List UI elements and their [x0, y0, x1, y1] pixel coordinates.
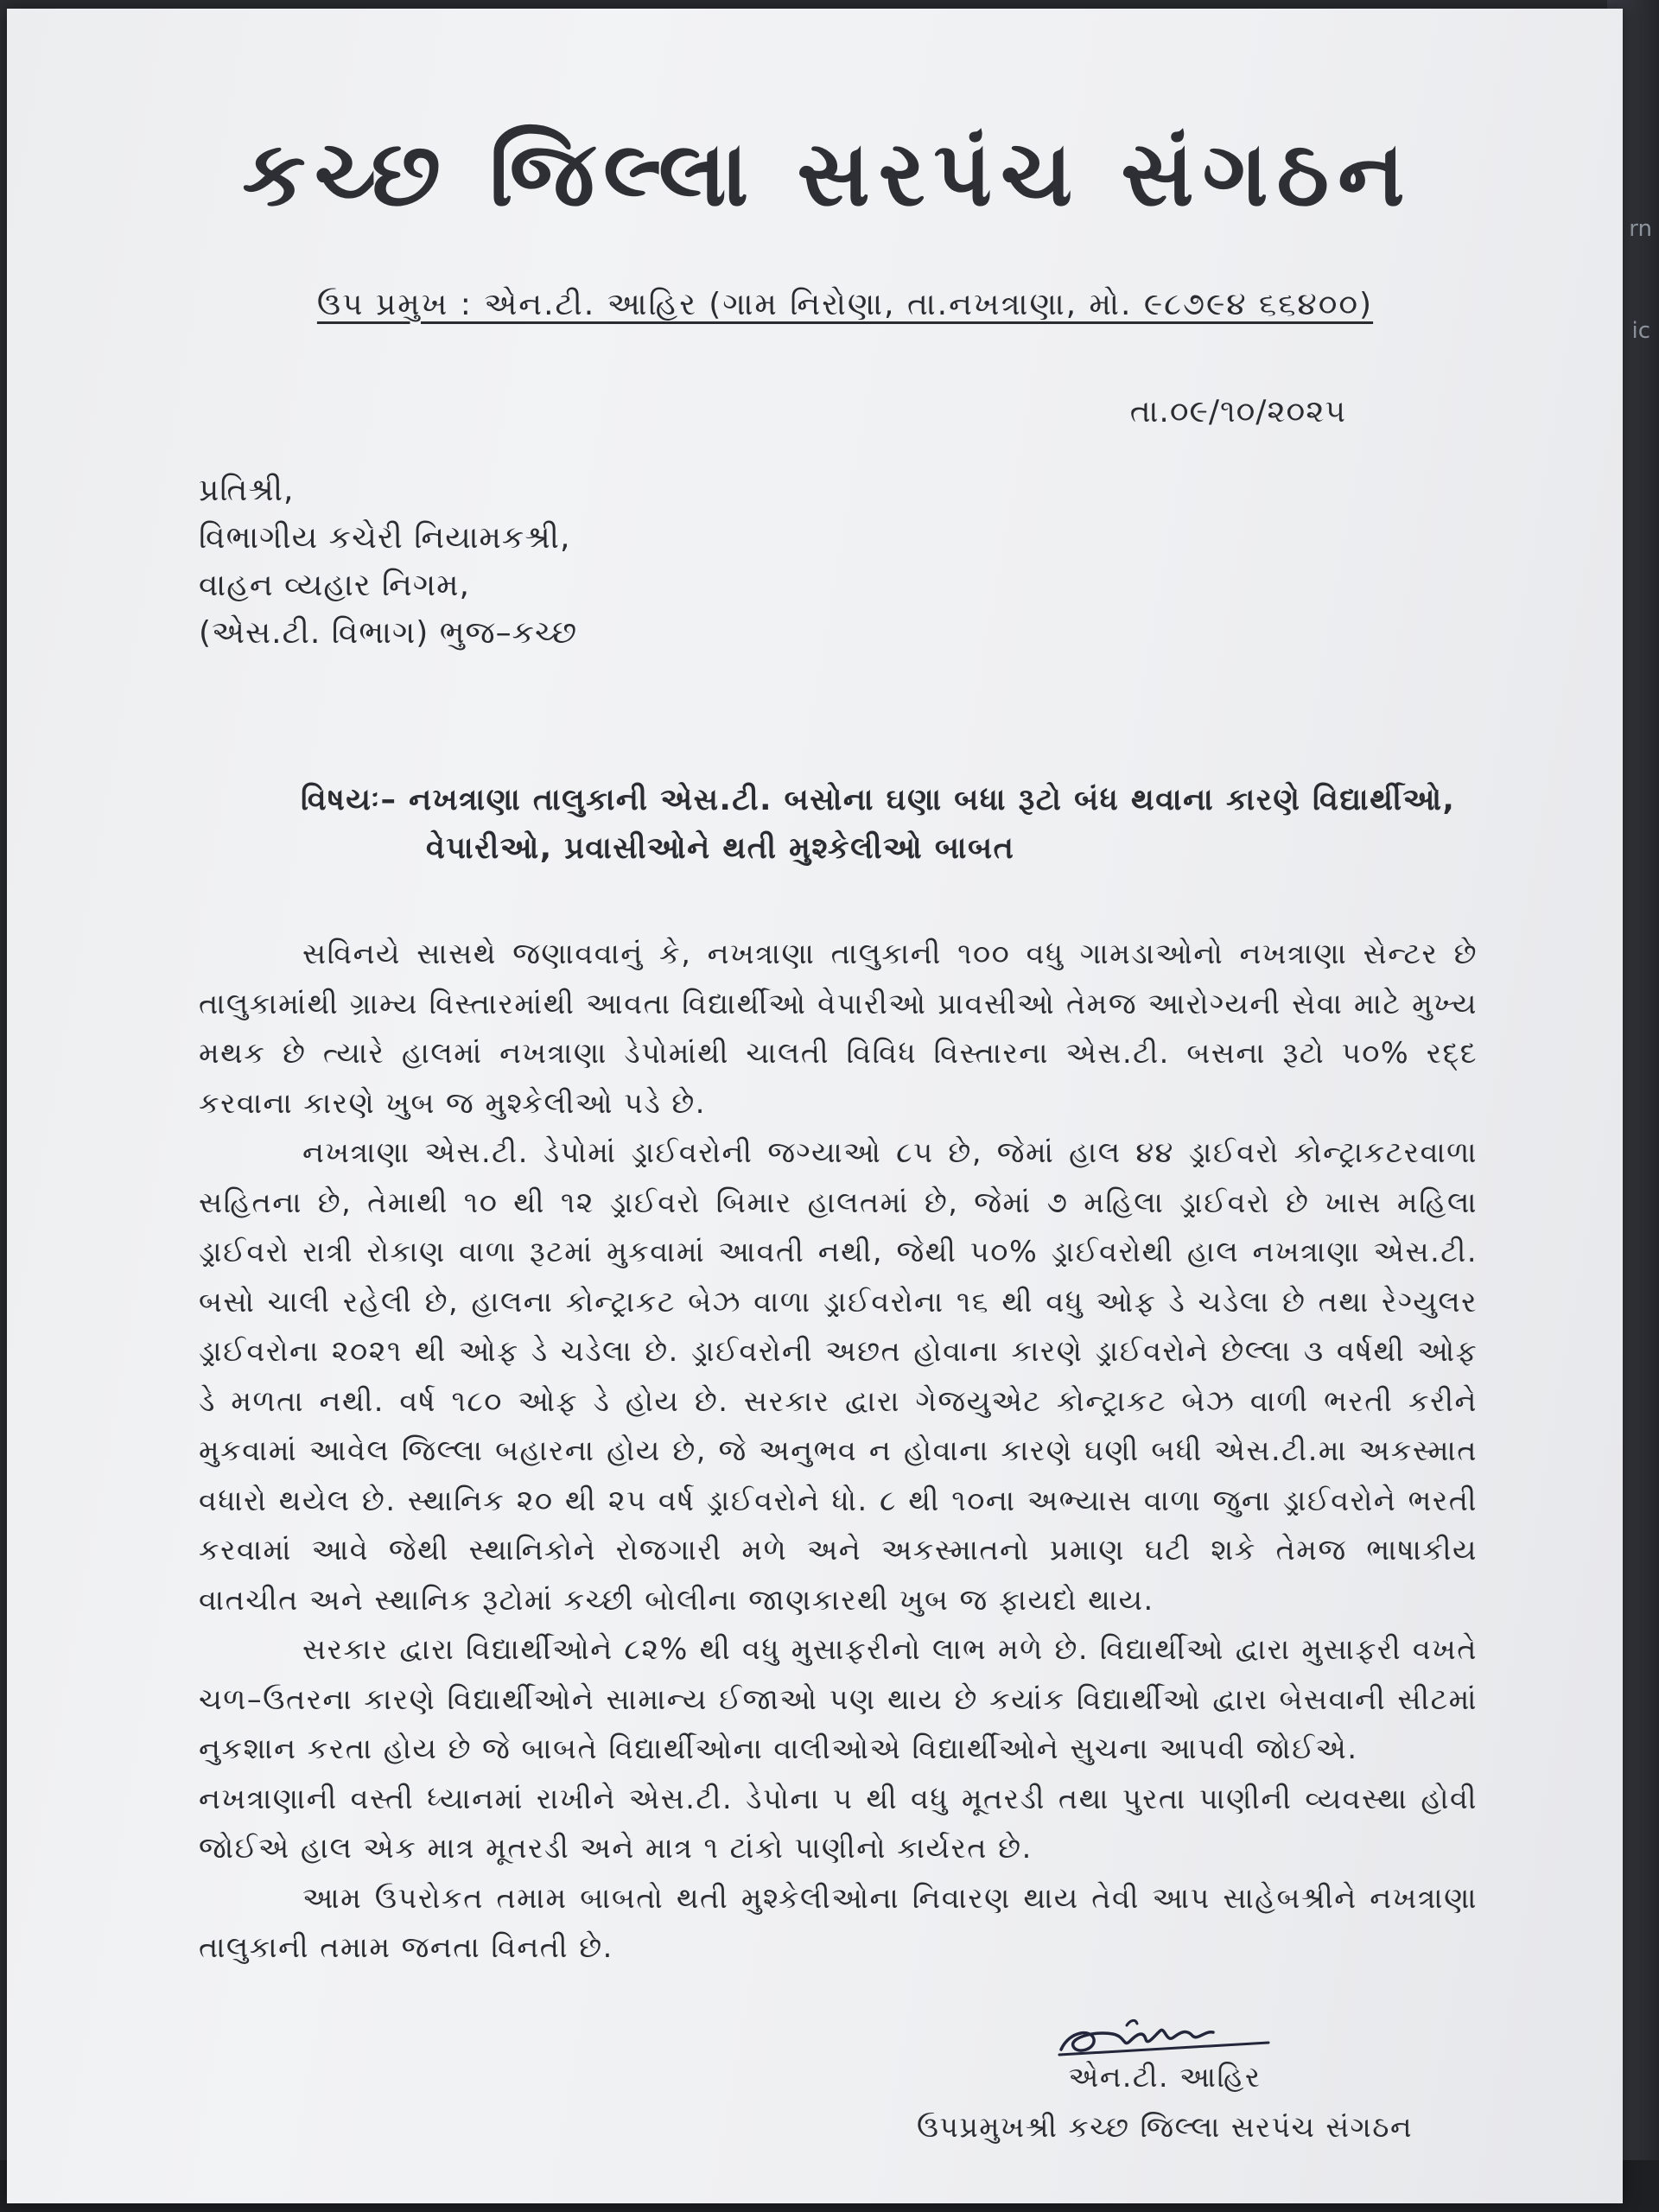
background-text-1: rn	[1629, 216, 1652, 242]
letter-body	[199, 929, 1478, 1973]
body-paragraph: નખત્રાણા એસ.ટી. ડેપોમાં ડ્રાઈવરોની જગ્યાઓ ૮૫ છે, જેમાં હાલ ૪૪ ડ્રાઈવરો કોન્ટ્રાકટરવાળા સહિતના છે, તેમાથી ૧૦ થી ૧૨ ડ્રાઈવરો બિમાર હાલતમાં છે, જેમાં ૭ મહિલા ડ્રાઈવરો છે ખાસ મહિલા ડ્રાઈવરો રાત્રી રોકાણ વાળા રૂટમાં મુકવામાં આવતી નથી, જેથી ૫૦% ડ્રાઈવરોથી હાલ નખત્રાણા એસ.ટી. બસો ચાલી રહેલી છે, હાલના કોન્ટ્રાકટ બેઝ વાળા ડ્રાઈવરોના ૧૬ થી વધુ ઓફ ડે ચડેલા છે તથા રેગ્યુલર ડ્રાઈવરોના ૨૦૨૧ થી ઓફ ડે ચડેલા છે. ડ્રાઈવરોની અછત હોવાના કારણે ડ્રાઈવરોને છેલ્લા ૩ વર્ષથી ઓફ ડે મળતા નથી. વર્ષ ૧૮૦ ઓફ ડે હોય છે. સરકાર દ્વારા ગેજયુએટ કોન્ટ્રાકટ બેઝ વાળી ભરતી કરીને મુકવામાં આવેલ જિલ્લા બહારના હોય છે, જે અનુભવ ન હોવાના કારણે ઘણી બધી એસ.ટી.મા અકસ્માત વધારો થયેલ છે. સ્થાનિક ૨૦ થી ૨૫ વર્ષ ડ્રાઈવરોને ધો. ૮ થી ૧૦ના અભ્યાસ વાળા જુના ડ્રાઈવરોને ભરતી કરવામાં આવે જેથી સ્થાનિકોને રોજગારી મળે અને અકસ્માતનો પ્રમાણ ઘટી શકે તેમજ ભાષાકીય વાતચીત અને સ્થાનિક રૂટોમાં કચ્છી બોલીના જાણકારથી ખુબ જ ફાયદો થાય.	[199, 1135, 1478, 1617]
body-paragraph: સવિનયે સાસથે જણાવવાનું કે, નખત્રાણા તાલુકાની ૧૦૦ વધુ ગામડાઓનો નખત્રાણા સેન્ટર છે તાલુકામાંથી ગ્રામ્ય વિસ્તારમાંથી આવતા વિદ્યાર્થીઓ વેપારીઓ પ્રાવસીઓ તેમજ આરોગ્યની સેવા માટે મુખ્ય મથક છે ત્યારે હાલમાં નખત્રાણા ડેપોમાંથી ચાલતી વિવિધ વિસ્તારના એસ.ટી. બસના રૂટો ૫૦% રદ્દ કરવાના કારણે ખુબ જ મુશ્કેલીઓ પડે છે.	[199, 937, 1478, 1120]
letter-date: તા.૦૯/૧૦/૨૦૨૫	[1129, 394, 1346, 429]
subject-line-2: વેપારીઓ, પ્રવાસીઓને થતી મુશ્કેલીઓ બાબત	[426, 831, 1015, 866]
signature-block	[897, 2005, 1433, 2145]
addressee-line: (એસ.ટી. વિભાગ) ભુજ–કચ્છ	[199, 615, 578, 651]
body-paragraph: સરકાર દ્વારા વિદ્યાર્થીઓને ૮૨% થી વધુ મુસાફરીનો લાભ મળે છે. વિદ્યાર્થીઓ દ્વારા મુસાફરી વખતે ચળ–ઉતરના કારણે વિદ્યાર્થીઓને સામાન્ય ઈજાઓ પણ થાય છે કયાંક વિદ્યાર્થીઓ દ્વારા બેસવાની સીટમાં નુકશાન કરતા હોય છે જે બાબતે વિદ્યાર્થીઓના વાલીઓએ વિદ્યાર્થીઓને સુચના આપવી જોઈએ.	[199, 1632, 1478, 1765]
background-text-2: ic	[1631, 318, 1650, 344]
handwritten-signature	[1044, 2005, 1286, 2065]
addressee-block	[199, 467, 577, 657]
signatory-name: એન.ટી. આહિર	[1068, 2060, 1262, 2094]
letter-page	[7, 9, 1623, 2203]
subject-block	[301, 776, 1510, 873]
organization-heading: કચ્છ જિલ્લા સરપંચ સંગઠન	[242, 121, 1414, 226]
body-paragraph: નખત્રાણાની વસ્તી ધ્યાનમાં રાખીને એસ.ટી. ડેપોના ૫ થી વધુ મૂતરડી તથા પુરતા પાણીની વ્યવસ્થા હોવી જોઈએ હાલ એક માત્ર મૂતરડી અને માત્ર ૧ ટાંકો પાણીનો કાર્યરત છે.	[199, 1781, 1478, 1865]
addressee-line: વાહન વ્યહાર નિગમ,	[199, 568, 470, 603]
body-paragraph: આમ ઉપરોકત તમામ બાબતો થતી મુશ્કેલીઓના નિવારણ થાય તેવી આપ સાહેબશ્રીને નખત્રાણા તાલુકાની તમામ જનતા વિનતી છે.	[199, 1880, 1478, 1964]
addressee-line: વિભાગીય કચેરી નિયામકશ્રી,	[199, 520, 571, 556]
vice-president-line: ઉપ પ્રમુખ : એન.ટી. આહિર (ગામ નિરોણા, તા.નખત્રાણા, મો. ૯૮૭૯૪ ૬૬૪૦૦)	[316, 287, 1374, 322]
addressee-line: પ્રતિશ્રી,	[199, 473, 295, 508]
signatory-title: ઉપપ્રમુખશ્રી કચ્છ જિલ્લા સરપંચ સંગઠન	[916, 2110, 1414, 2144]
subject-line-1: વિષયઃ– નખત્રાણા તાલુકાની એસ.ટી. બસોના ઘણા બધા રૂટો બંધ થવાના કારણે વિદ્યાર્થીઓ,	[301, 783, 1456, 817]
